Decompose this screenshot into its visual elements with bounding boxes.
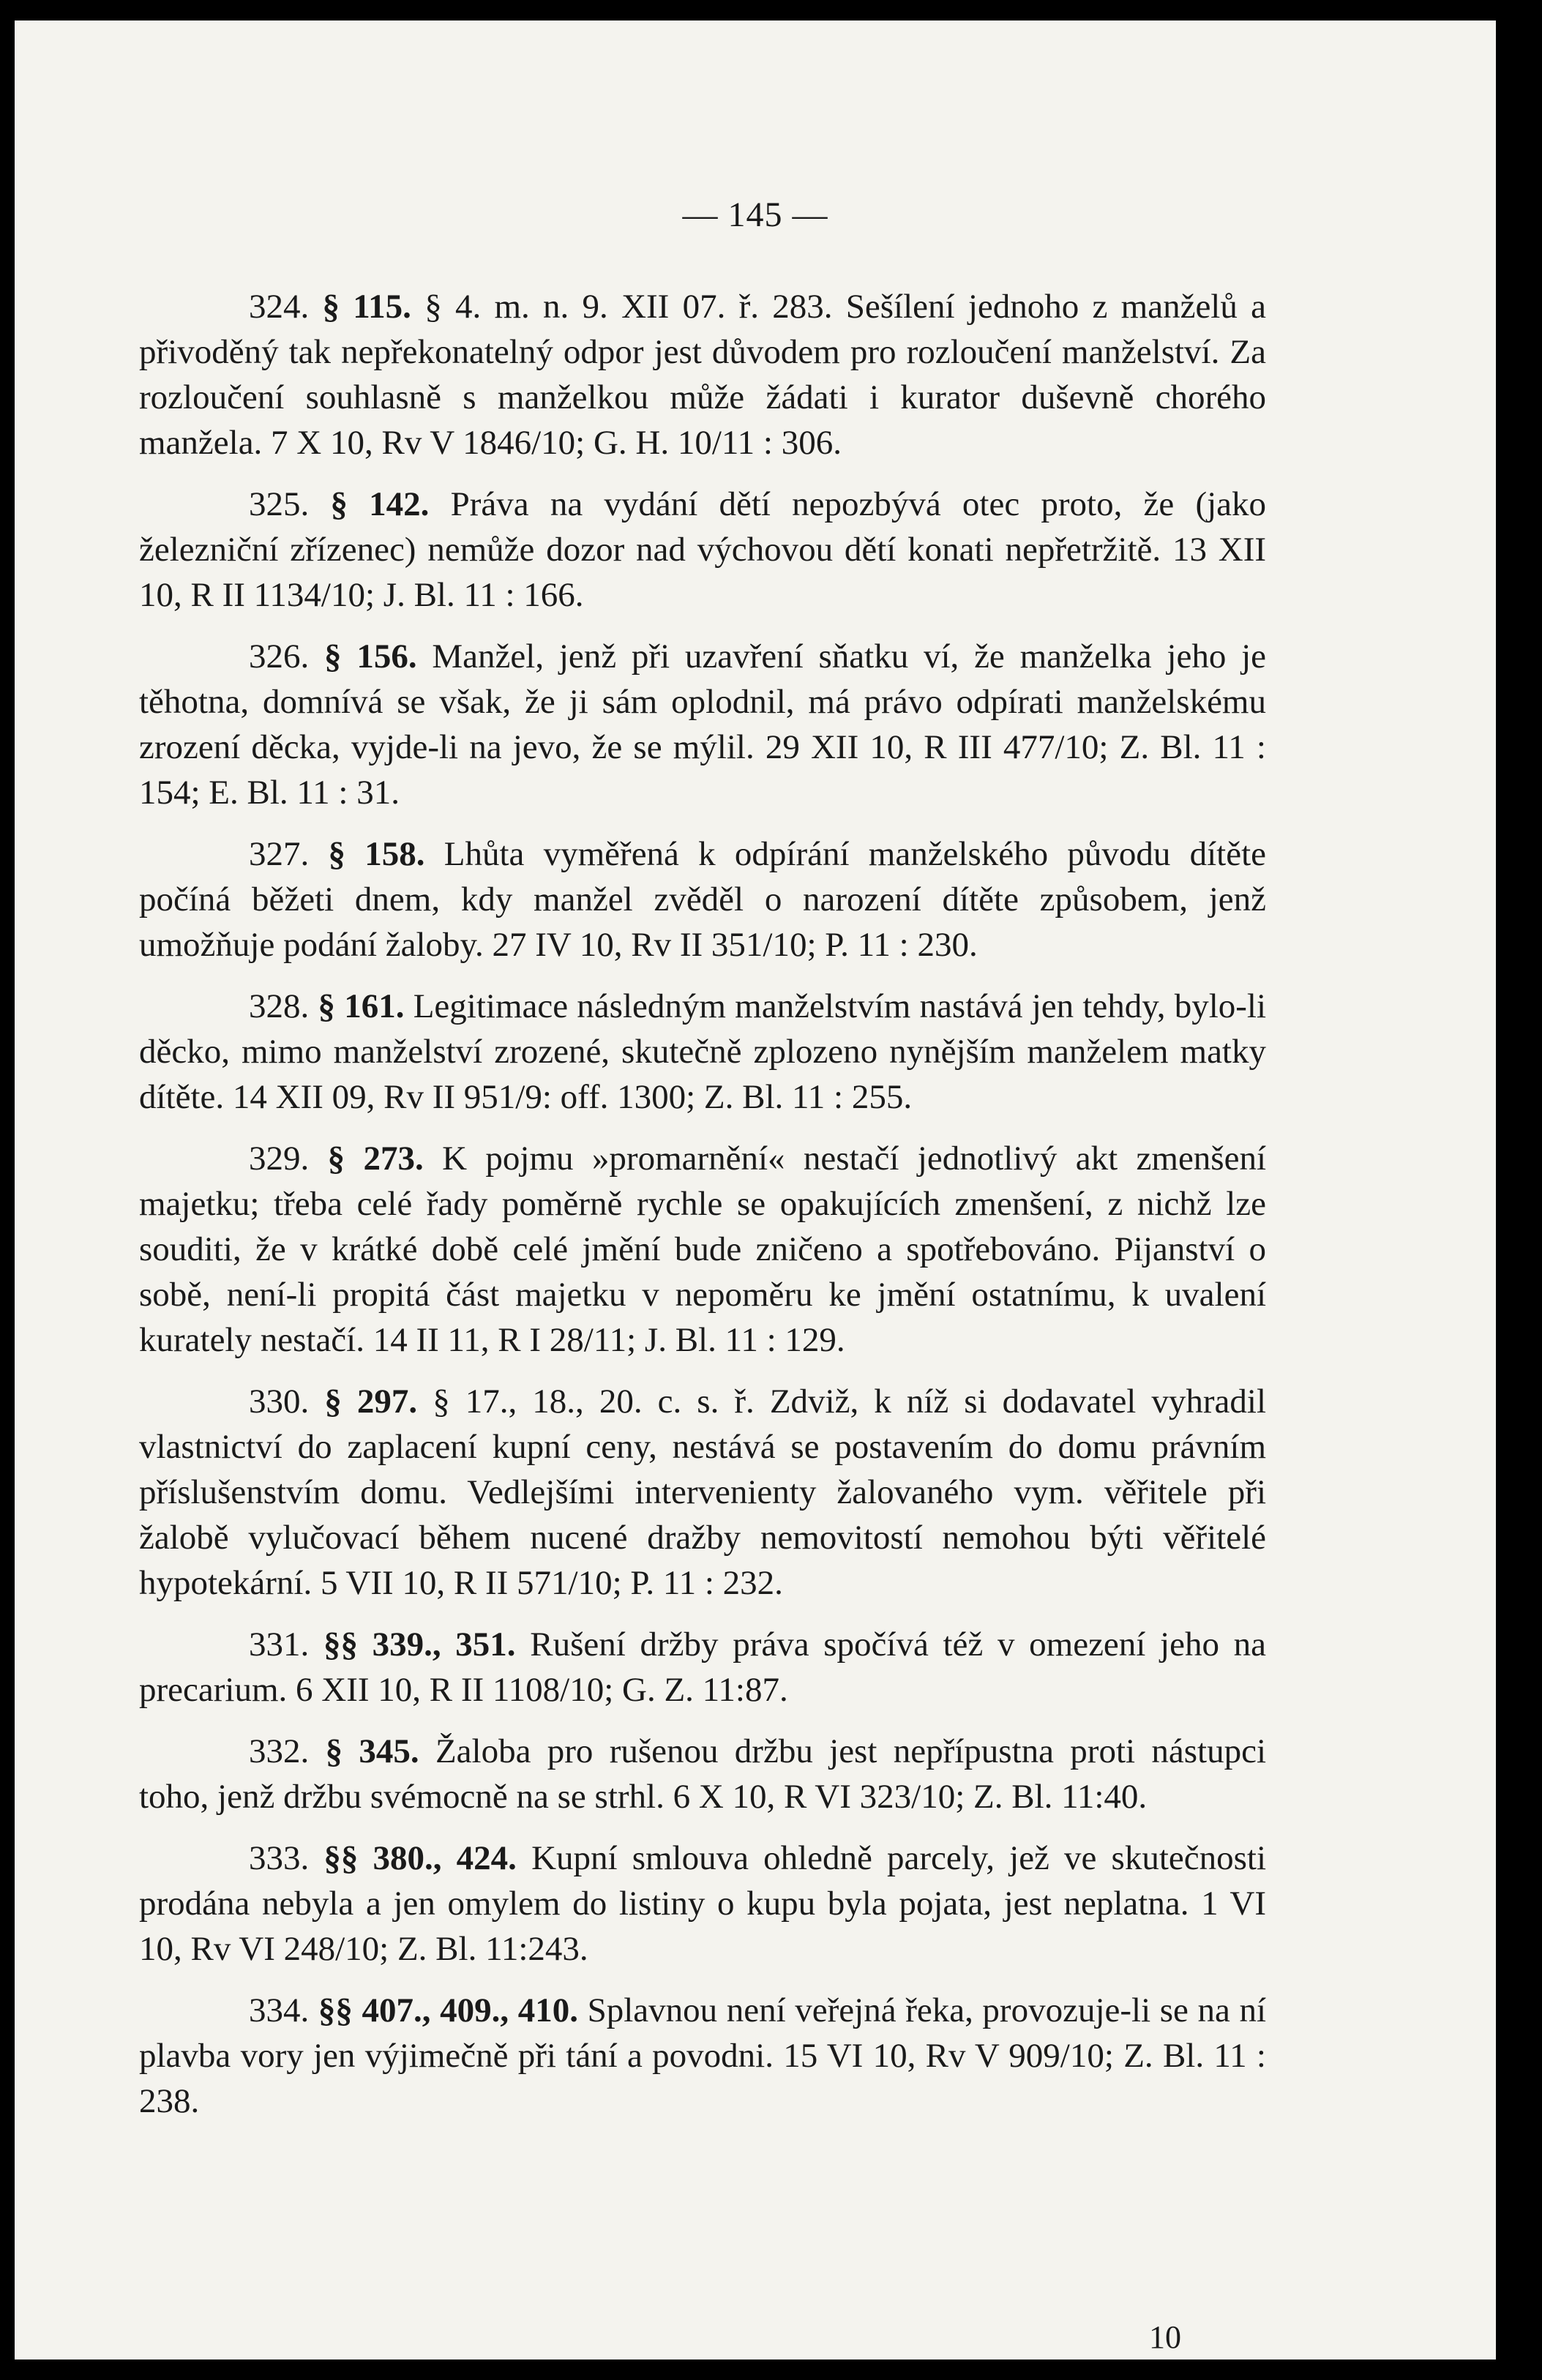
entry-number: 330. xyxy=(249,1382,310,1421)
signature-mark: 10 xyxy=(1149,2319,1181,2355)
entry-334 xyxy=(139,1988,1266,2124)
entry-327 xyxy=(139,831,1266,968)
entry-number: 334. xyxy=(249,1991,310,2029)
page-number: — 145 — xyxy=(682,195,828,234)
entry-326 xyxy=(139,634,1266,815)
entry-text: Legitimace následným manželstvím nastává jen tehdy, bylo-li děcko, mimo manželství zrozené, skutečně zplozeno nynějším manželem matky dítěte. 14 XII 09, Rv II 951/9: off. 1300; Z. Bl. 11 : 255. xyxy=(139,987,1267,1116)
entry-333 xyxy=(139,1835,1266,1972)
section-ref: §§ 339., 351. xyxy=(323,1625,516,1664)
entry-text: § 17., 18., 20. c. s. ř. Zdviž, k níž si dodavatel vyhradil vlastnictví do zaplacení kupní ceny, nestává se postavením do domu právním příslušenstvím domu. Vedlejšími intervenienty žalovaného vym. věřitele při žalobě vylučovací během nucené dražby nemovitostí nemohou býti věřitelé hypotekární. 5 VII 10, R II 571/10; P. 11 : 232. xyxy=(139,1382,1267,1602)
section-ref: § 273. xyxy=(327,1140,424,1178)
section-ref: § 161. xyxy=(318,987,405,1025)
entry-329 xyxy=(139,1136,1266,1363)
entry-number: 333. xyxy=(249,1839,310,1877)
entry-text: Rušení držby práva spočívá též v omezení jeho na precarium. 6 XII 10, R II 1108/10; G. Z. 11:87. xyxy=(139,1625,1267,1709)
entry-text: Splavnou není veřejná řeka, provozuje-li se na ní plavba vory jen výjimečně při tání a povodni. 15 VI 10, Rv V 909/10; Z. Bl. 11 : 238. xyxy=(139,1991,1267,2120)
section-ref: § 156. xyxy=(324,637,417,676)
entry-330 xyxy=(139,1379,1266,1606)
entry-332 xyxy=(139,1729,1266,1819)
entry-text: Kupní smlouva ohledně parcely, jež ve skutečnosti prodána nebyla a jen omylem do listiny o kupu byla pojata, jest neplatna. 1 VI 10, Rv VI 248/10; Z. Bl. 11:243. xyxy=(139,1839,1267,1968)
entry-325 xyxy=(139,482,1266,618)
section-ref: § 115. xyxy=(322,288,411,326)
book-page xyxy=(15,20,1496,2360)
entry-number: 324. xyxy=(249,288,310,326)
section-ref: § 345. xyxy=(325,1732,419,1770)
entry-number: 326. xyxy=(249,637,310,676)
entry-number: 327. xyxy=(249,835,310,873)
entry-text: Lhůta vyměřená k odpírání manželského původu dítěte počíná běžeti dnem, kdy manžel zvěděl o narození dítěte způsobem, jenž umožňuje podání žaloby. 27 IV 10, Rv II 351/10; P. 11 : 230. xyxy=(139,835,1267,964)
entry-text: Žaloba pro rušenou držbu jest nepřípustna proti nástupci toho, jenž držbu svémocně na se strhl. 6 X 10, R VI 323/10; Z. Bl. 11:40. xyxy=(139,1732,1267,1816)
entry-328 xyxy=(139,984,1266,1120)
entry-331 xyxy=(139,1622,1266,1713)
section-ref: § 297. xyxy=(324,1382,418,1421)
section-ref: § 158. xyxy=(328,835,425,873)
entry-number: 328. xyxy=(249,987,310,1025)
entry-number: 329. xyxy=(249,1140,310,1178)
section-ref: § 142. xyxy=(330,485,430,523)
entry-text: K pojmu »promarnění« nestačí jednotlivý akt zmenšení majetku; třeba celé řady poměrně rychle se opakujících zmenšení, z nichž lze souditi, že v krátké době celé jmění bude zničeno a spotřebováno. Pijanství o sobě, není-li propitá část majetku v nepoměru ke jmění ostatnímu, k uvalení kurately nestačí. 14 II 11, R I 28/11; J. Bl. 11 : 129. xyxy=(139,1140,1267,1359)
section-ref: §§ 380., 424. xyxy=(323,1839,517,1877)
entry-324 xyxy=(139,284,1266,465)
entry-text: Manžel, jenž při uzavření sňatku ví, že manželka jeho je těhotna, domnívá se však, že ji sám oplodnil, má právo odpírati manželskému zrození děcka, vyjde-li na jevo, že se mýlil. 29 XII 10, R III 477/10; Z. Bl. 11 : 154; E. Bl. 11 : 31. xyxy=(139,637,1267,812)
page-content xyxy=(139,284,1266,2140)
entry-text: § 4. m. n. 9. XII 07. ř. 283. Sešílení jednoho z manželů a přivoděný tak nepřekonatelný odpor jest důvodem pro rozloučení manželství. Za rozloučení souhlasně s manželkou může žádati i kurator duševně chorého manžela. 7 X 10, Rv V 1846/10; G. H. 10/11 : 306. xyxy=(139,288,1266,462)
entry-number: 332. xyxy=(249,1732,310,1770)
entry-number: 331. xyxy=(249,1625,310,1664)
entry-number: 325. xyxy=(249,485,310,523)
entry-text: Práva na vydání dětí nepozbývá otec proto, že (jako železniční zřízenec) nemůže dozor nad výchovou dětí konati nepřetržitě. 13 XII 10, R II 1134/10; J. Bl. 11 : 166. xyxy=(139,485,1267,614)
section-ref: §§ 407., 409., 410. xyxy=(318,1991,578,2029)
